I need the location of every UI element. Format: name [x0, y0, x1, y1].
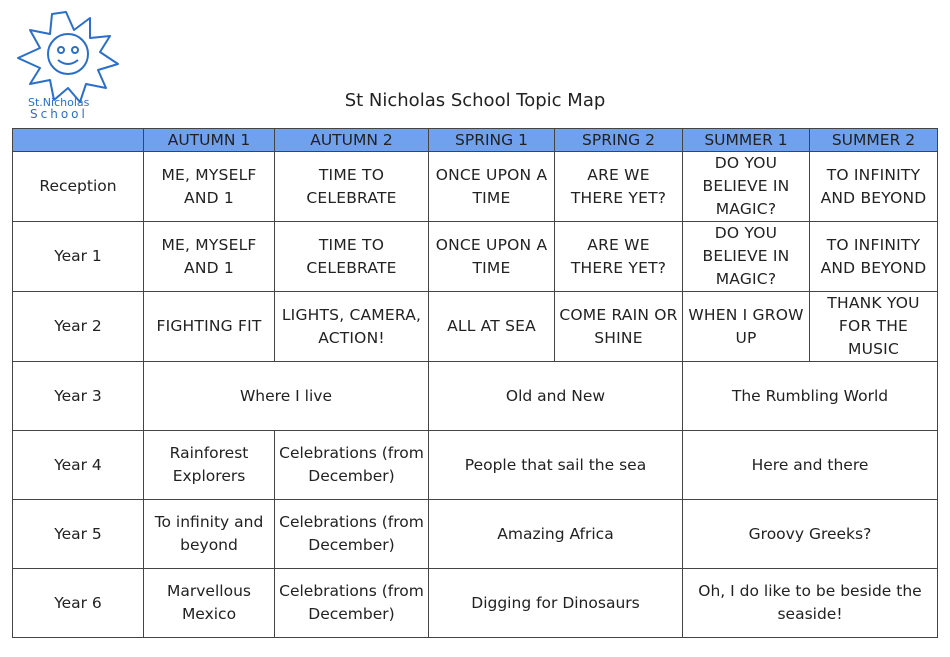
- topic-cell: Groovy Greeks?: [683, 500, 938, 569]
- topic-cell: TO INFINITY AND BEYOND: [810, 222, 938, 292]
- year-label: Year 5: [13, 500, 144, 569]
- table-row: [13, 500, 938, 569]
- topic-cell: People that sail the sea: [429, 431, 683, 500]
- topic-cell: Here and there: [683, 431, 938, 500]
- table-row: [13, 569, 938, 638]
- topic-cell: ARE WE THERE YET?: [555, 222, 683, 292]
- year-label: Year 3: [13, 362, 144, 431]
- topic-cell: The Rumbling World: [683, 362, 938, 431]
- topic-cell: Celebrations (from December): [275, 431, 429, 500]
- topic-cell: Where I live: [144, 362, 429, 431]
- header-corner: [13, 129, 144, 152]
- topic-cell: TO INFINITY AND BEYOND: [810, 152, 938, 222]
- topic-cell: ME, MYSELF AND 1: [144, 152, 275, 222]
- logo-line1: St.Nicholas: [28, 96, 90, 109]
- topic-cell: COME RAIN OR SHINE: [555, 292, 683, 362]
- topic-cell: THANK YOU FOR THE MUSIC: [810, 292, 938, 362]
- page-title: St Nicholas School Topic Map: [344, 90, 606, 111]
- topic-cell: TIME TO CELEBRATE: [275, 222, 429, 292]
- year-label: Year 6: [13, 569, 144, 638]
- header-spring-2: SPRING 2: [555, 129, 683, 152]
- topic-cell: WHEN I GROW UP: [683, 292, 810, 362]
- topic-cell: Digging for Dinosaurs: [429, 569, 683, 638]
- topic-cell: Marvellous Mexico: [144, 569, 275, 638]
- topic-cell: LIGHTS, CAMERA, ACTION!: [275, 292, 429, 362]
- topic-cell: Amazing Africa: [429, 500, 683, 569]
- header-row: [13, 129, 938, 152]
- topic-cell: DO YOU BELIEVE IN MAGIC?: [683, 152, 810, 222]
- header-autumn-1: AUTUMN 1: [144, 129, 275, 152]
- topic-cell: DO YOU BELIEVE IN MAGIC?: [683, 222, 810, 292]
- topic-cell: FIGHTING FIT: [144, 292, 275, 362]
- topic-cell: Celebrations (from December): [275, 569, 429, 638]
- table-row: [13, 222, 938, 292]
- topic-cell: TIME TO CELEBRATE: [275, 152, 429, 222]
- topic-cell: ME, MYSELF AND 1: [144, 222, 275, 292]
- table-row: [13, 431, 938, 500]
- topic-map-table: [12, 128, 938, 638]
- year-label: Year 4: [13, 431, 144, 500]
- topic-cell: ARE WE THERE YET?: [555, 152, 683, 222]
- topic-cell: ONCE UPON A TIME: [429, 152, 555, 222]
- header-spring-1: SPRING 1: [429, 129, 555, 152]
- topic-cell: ALL AT SEA: [429, 292, 555, 362]
- table-row: [13, 292, 938, 362]
- topic-cell: To infinity and beyond: [144, 500, 275, 569]
- year-label: Reception: [13, 152, 144, 222]
- logo-line2: School: [30, 107, 88, 120]
- table-row: [13, 152, 938, 222]
- topic-cell: Oh, I do like to be beside the seaside!: [683, 569, 938, 638]
- header-summer-1: SUMMER 1: [683, 129, 810, 152]
- header-summer-2: SUMMER 2: [810, 129, 938, 152]
- topic-cell: Rainforest Explorers: [144, 431, 275, 500]
- topic-cell: Celebrations (from December): [275, 500, 429, 569]
- year-label: Year 2: [13, 292, 144, 362]
- table-row: [13, 362, 938, 431]
- header-autumn-2: AUTUMN 2: [275, 129, 429, 152]
- topic-cell: Old and New: [429, 362, 683, 431]
- topic-cell: ONCE UPON A TIME: [429, 222, 555, 292]
- year-label: Year 1: [13, 222, 144, 292]
